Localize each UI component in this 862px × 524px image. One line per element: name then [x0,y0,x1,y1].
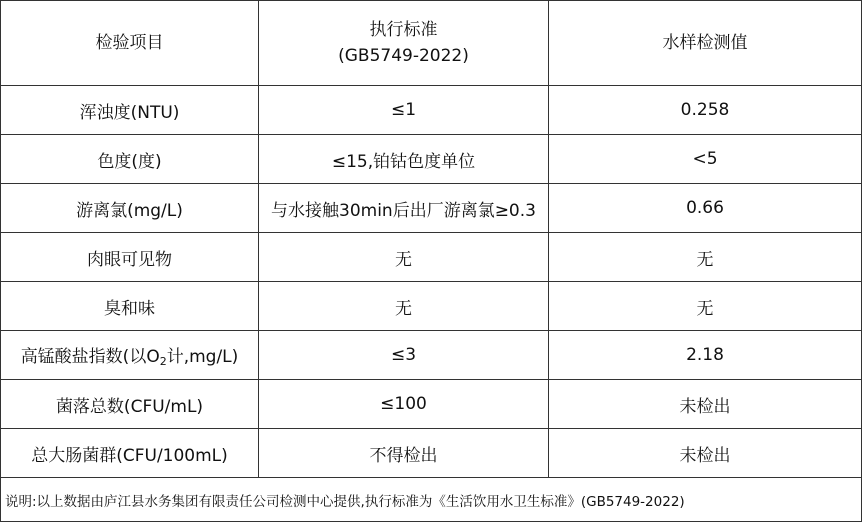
header-standard-title: 执行标准 [369,20,438,40]
item-cell: 游离氯(mg/L) [1,184,259,233]
standard-cell: 不得检出 [259,429,549,478]
header-row [1,1,862,86]
standard-cell: ≤1 [259,86,549,135]
header-standard [259,1,549,86]
value-cell: 未检出 [549,429,862,478]
header-item: 检验项目 [1,1,259,86]
standard-cell: 无 [259,282,549,331]
standard-cell: ≤100 [259,380,549,429]
item-text-pre: 高锰酸盐指数(以O [20,347,160,367]
header-value: 水样检测值 [549,1,862,86]
item-subscript: 2 [159,355,167,368]
standard-cell: 与水接触30min后出厂游离氯≥0.3 [259,184,549,233]
standard-cell: 无 [259,233,549,282]
value-cell: <5 [549,135,862,184]
item-cell: 色度(度) [1,135,259,184]
value-cell: 无 [549,282,862,331]
table-row [1,429,862,478]
table-row [1,331,862,380]
table-row [1,282,862,331]
standard-cell: ≤3 [259,331,549,380]
item-cell: 菌落总数(CFU/mL) [1,380,259,429]
note-text: 说明:以上数据由庐江县水务集团有限责任公司检测中心提供,执行标准为《生活饮用水卫生标准》(GB5749-2022) [1,478,862,522]
table-row [1,184,862,233]
item-cell: 总大肠菌群(CFU/100mL) [1,429,259,478]
value-cell: 0.258 [549,86,862,135]
table-row [1,86,862,135]
item-cell: 肉眼可见物 [1,233,259,282]
table-row [1,233,862,282]
value-cell: 未检出 [549,380,862,429]
note-row [1,478,862,522]
value-cell: 2.18 [549,331,862,380]
value-cell: 0.66 [549,184,862,233]
item-cell [1,331,259,380]
table-row [1,135,862,184]
standard-cell: ≤15,铂钴色度单位 [259,135,549,184]
item-text-post: 计,mg/L) [166,347,239,367]
item-cell: 臭和味 [1,282,259,331]
table-row [1,380,862,429]
value-cell: 无 [549,233,862,282]
header-standard-code: (GB5749-2022) [338,46,469,66]
item-cell: 浑浊度(NTU) [1,86,259,135]
